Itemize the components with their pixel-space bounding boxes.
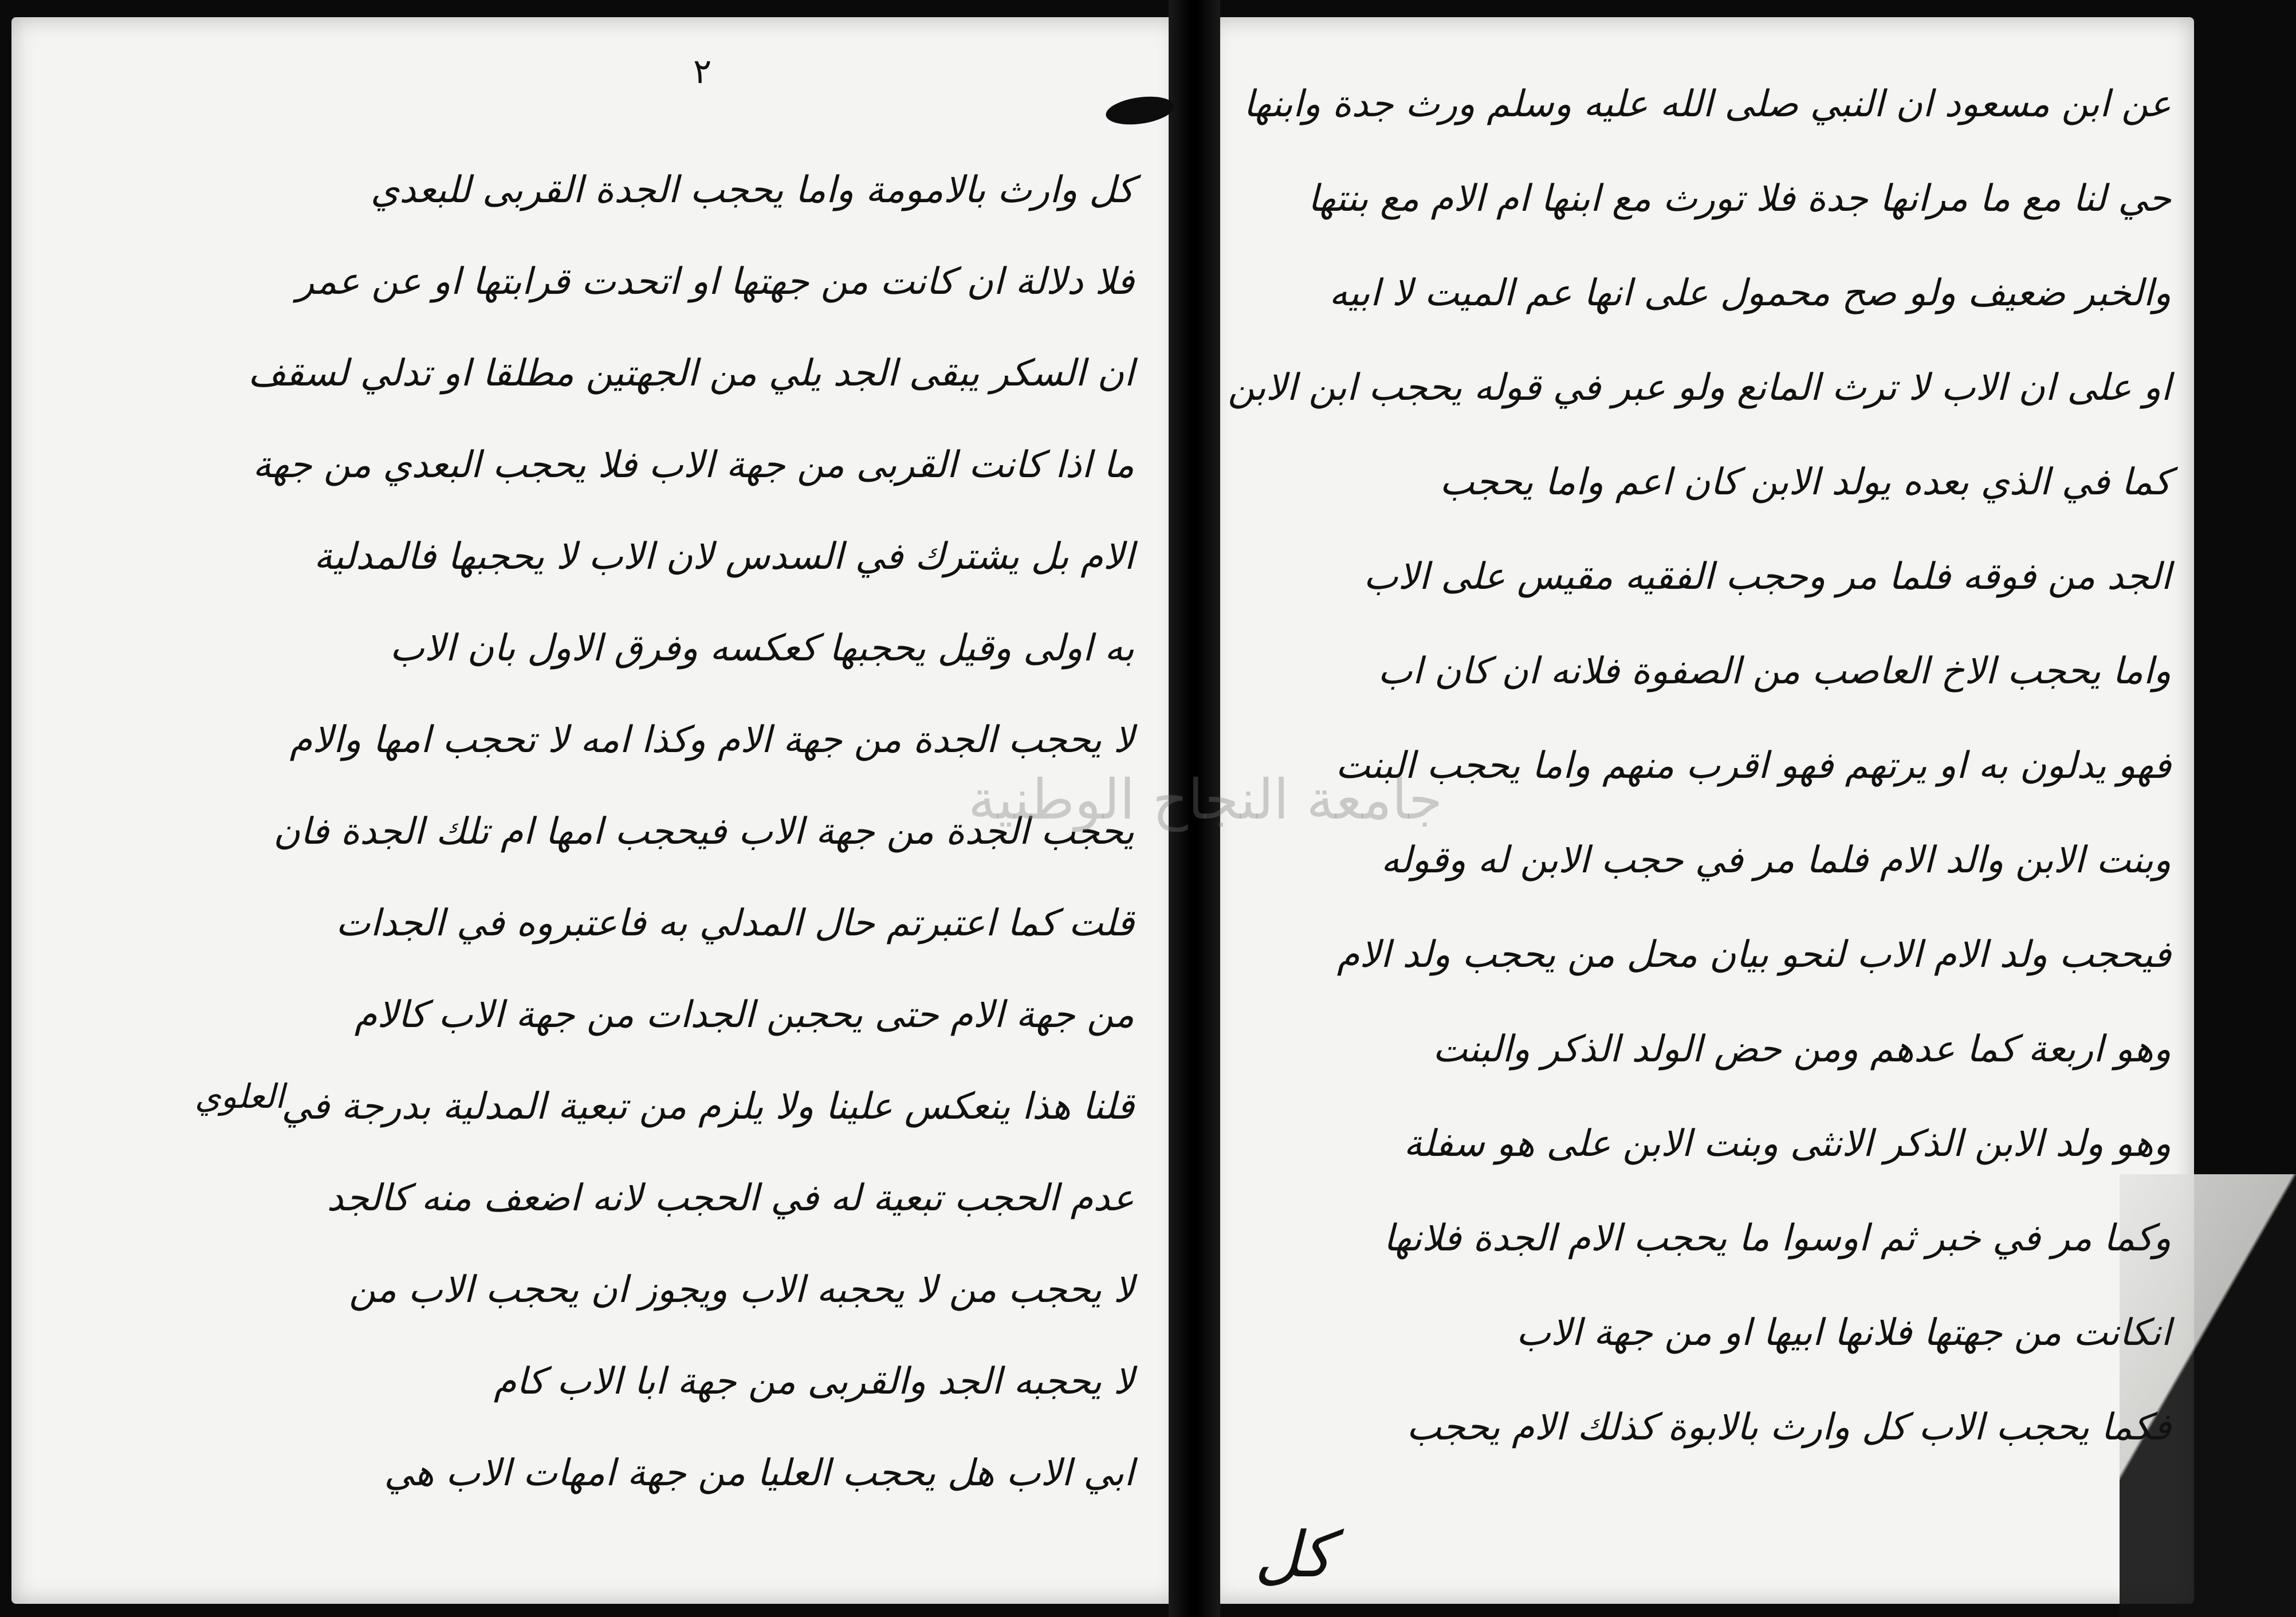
right-page-line: وبنت الابن والد الام فلما مر في حجب الابن له وقوله <box>1381 839 2171 882</box>
right-page-line: وهو ولد الابن الذكر الانثى وبنت الابن على هو سفلة <box>1403 1123 2171 1165</box>
left-page-line: به اولى وقيل يحجبها كعكسه وفرق الاول بان الاب <box>390 627 1134 670</box>
watermark: جامعة النجاح الوطنية <box>968 768 1443 832</box>
left-page-line: لا يحجب من لا يحجبه الاب ويجوز ان يحجب الاب من <box>349 1269 1134 1311</box>
page-number: ٢ <box>693 52 712 92</box>
right-page-line: فهو يدلون به او يرتهم فهو اقرب منهم واما يحجب البنت <box>1335 745 2171 787</box>
left-page-line: عدم الحجب تبعية له في الحجب لانه اضعف منه كالجد <box>327 1177 1134 1219</box>
catchword: كل <box>1255 1518 1332 1591</box>
left-page-line: يحجب الجدة من جهة الاب فيحجب امها ام تلك الجدة فان <box>273 811 1134 853</box>
left-page-line: كل وارث بالامومة واما يحجب الجدة القربى للبعدي <box>370 169 1134 211</box>
right-page-line: فيحجب ولد الام الاب لنحو بيان محل من يحجب ولد الام <box>1336 934 2171 976</box>
right-page-line: واما يحجب الاخ العاصب من الصفوة فلانه ان كان اب <box>1378 650 2171 693</box>
right-page-line: الجد من فوقه فلما مر وحجب الفقيه مقيس على الاب <box>1363 556 2171 598</box>
left-page-line: لا يحجبه الجد والقربى من جهة ابا الاب كام <box>493 1360 1134 1403</box>
right-page-line: وكما مر في خبر ثم اوسوا ما يحجب الام الجدة فلانها <box>1383 1217 2171 1260</box>
right-page-line: كما في الذي بعده يولد الابن كان اعم واما يحجب <box>1440 461 2171 503</box>
left-page-line: ما اذا كانت القربى من جهة الاب فلا يحجب البعدي من جهة <box>253 444 1134 486</box>
right-page-line: عن ابن مسعود ان النبي صلى الله عليه وسلم ورث جدة وابنها <box>1243 83 2171 125</box>
left-page-line: قلت كما اعتبرتم حال المدلي به فاعتبروه في الجدات <box>336 902 1134 945</box>
right-page-line: والخبر ضعيف ولو صح محمول على انها عم الميت لا ابيه <box>1329 272 2171 314</box>
right-page-line: حي لنا مع ما مرانها جدة فلا تورث مع ابنها ام الام مع بنتها <box>1308 178 2171 220</box>
left-page-line: ان السكر يبقى الجد يلي من الجهتين مطلقا او تدلي لسقف <box>247 352 1134 395</box>
left-page-line: فلا دلالة ان كانت من جهتها او اتحدت قرابتها او عن عمر <box>296 261 1134 303</box>
left-page-line: قلنا هذا ينعكس علينا ولا يلزم من تبعية المدلية بدرجة في <box>281 1085 1134 1128</box>
right-page-line: فكما يحجب الاب كل وارث بالابوة كذلك الام يحجب <box>1406 1406 2171 1449</box>
left-page-line: من جهة الام حتى يحجبن الجدات من جهة الاب كالام <box>354 994 1134 1036</box>
left-page-line: لا يحجب الجدة من جهة الام وكذا امه لا تحجب امها والام <box>289 719 1134 761</box>
left-page-line: ابي الاب هل يحجب العليا من جهة امهات الاب هي <box>384 1452 1134 1494</box>
left-page-line: الام بل يشترك في السدس لان الاب لا يحجبها فالمدلية <box>313 536 1134 578</box>
right-page-line: انكانت من جهتها فلانها ابيها او من جهة الاب <box>1516 1312 2171 1354</box>
left-page-text <box>247 169 1134 1547</box>
right-page-line: او على ان الاب لا ترث المانع ولو عبر في قوله يحجب ابن الابن <box>1228 367 2171 409</box>
right-page-line: وهو اربعة كما عدهم ومن حض الولد الذكر والبنت <box>1433 1028 2171 1071</box>
margin-note: العلوي <box>195 1077 285 1116</box>
